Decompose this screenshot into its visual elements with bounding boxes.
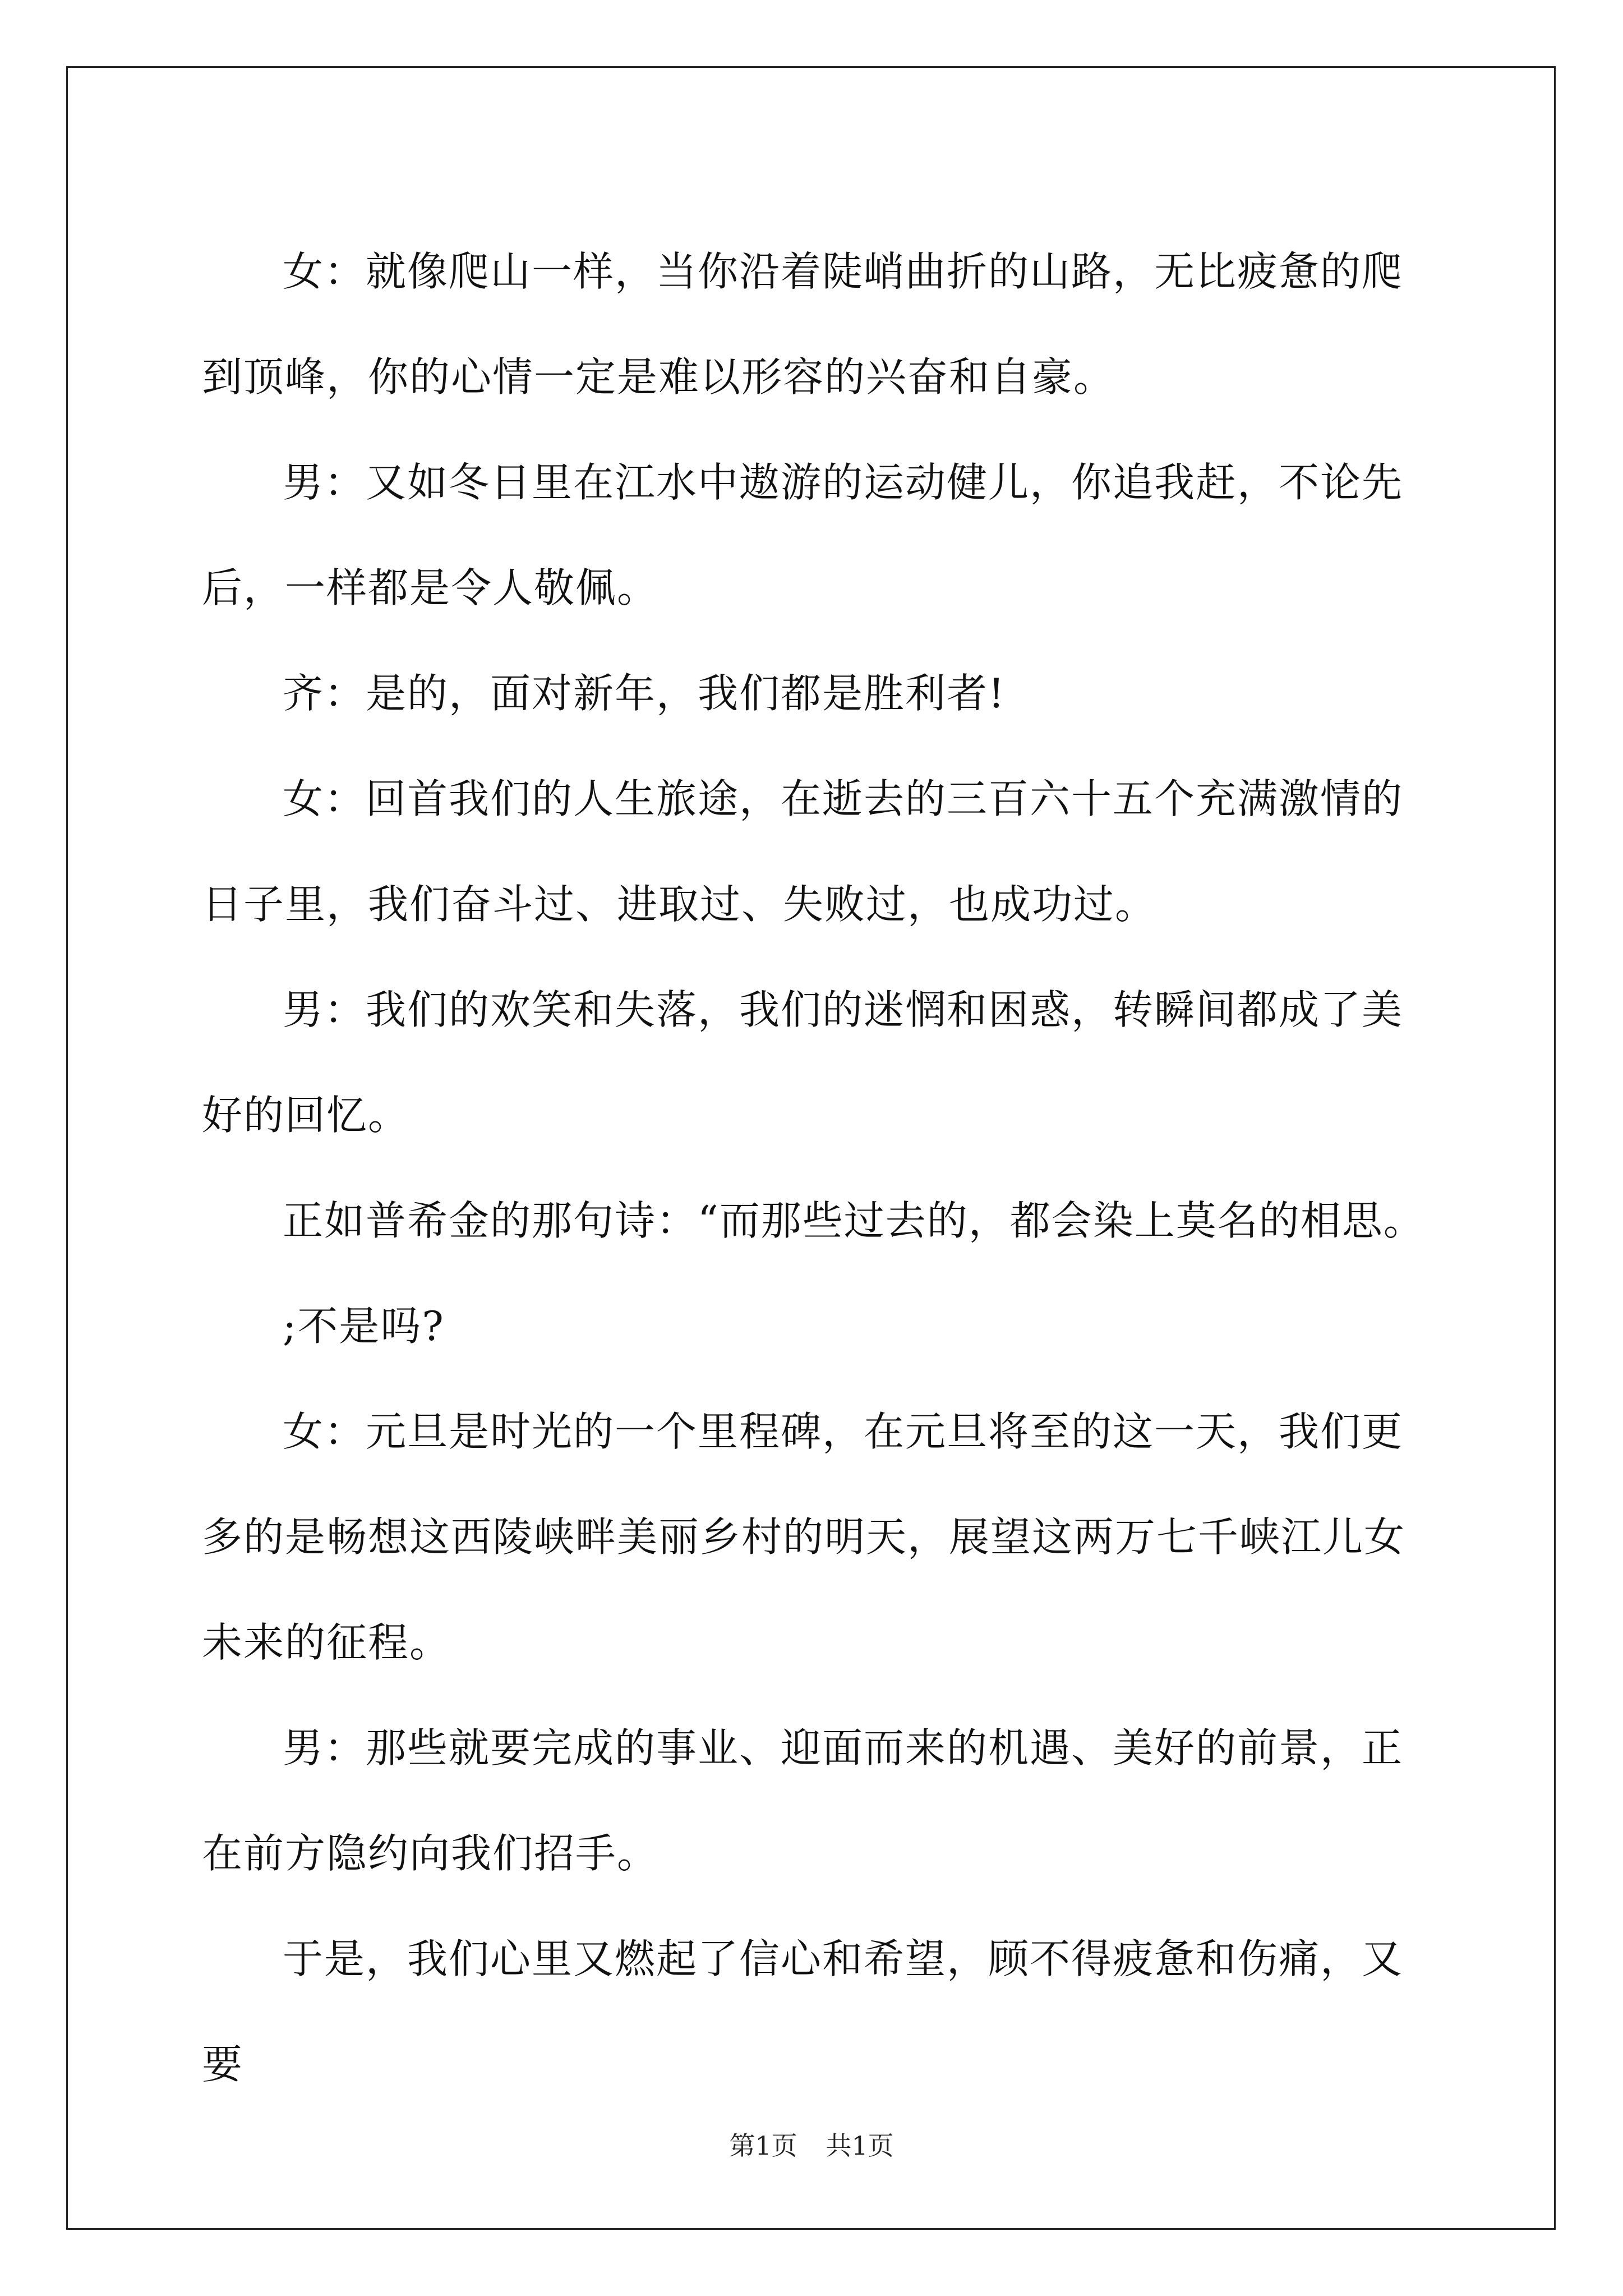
document-body (202, 219, 1436, 2117)
paragraph: 男：又如冬日里在江水中遨游的运动健儿，你追我赶，不论先后，一样都是令人敬佩。 (202, 459, 1404, 611)
paragraph: 女：回首我们的人生旅途，在逝去的三百六十五个充满激情的日子里，我们奋斗过、进取过、失败过，也成功过。 (202, 775, 1404, 928)
paragraph: 女：元旦是时光的一个里程碑，在元旦将至的这一天，我们更多的是畅想这西陵峡畔美丽乡村的明天，展望这两万七千峡江儿女未来的征程。 (202, 1408, 1406, 1666)
paragraph: 男：那些就要完成的事业、迎面而来的机遇、美好的前景，正在前方隐约向我们招手。 (202, 1724, 1404, 1877)
page-footer (0, 2129, 1623, 2162)
paragraph: 正如普希金的那句诗：“而那些过去的，都会染上莫名的相思。 (283, 1197, 1425, 1244)
page-number: 第1页 (729, 2131, 797, 2161)
paragraph: 男：我们的欢笑和失落，我们的迷惘和困惑，转瞬间都成了美好的回忆。 (202, 986, 1404, 1139)
paragraph: 于是，我们心里又燃起了信心和希望，顾不得疲惫和伤痛，又要 (202, 1935, 1404, 2088)
paragraph: ;不是吗? (283, 1303, 445, 1350)
paragraph: 女：就像爬山一样，当你沿着陡峭曲折的山路，无比疲惫的爬到顶峰，你的心情一定是难以形容的兴奋和自豪。 (202, 248, 1404, 401)
page-total: 共1页 (826, 2131, 894, 2161)
paragraph: 齐：是的，面对新年，我们都是胜利者! (283, 670, 1006, 717)
